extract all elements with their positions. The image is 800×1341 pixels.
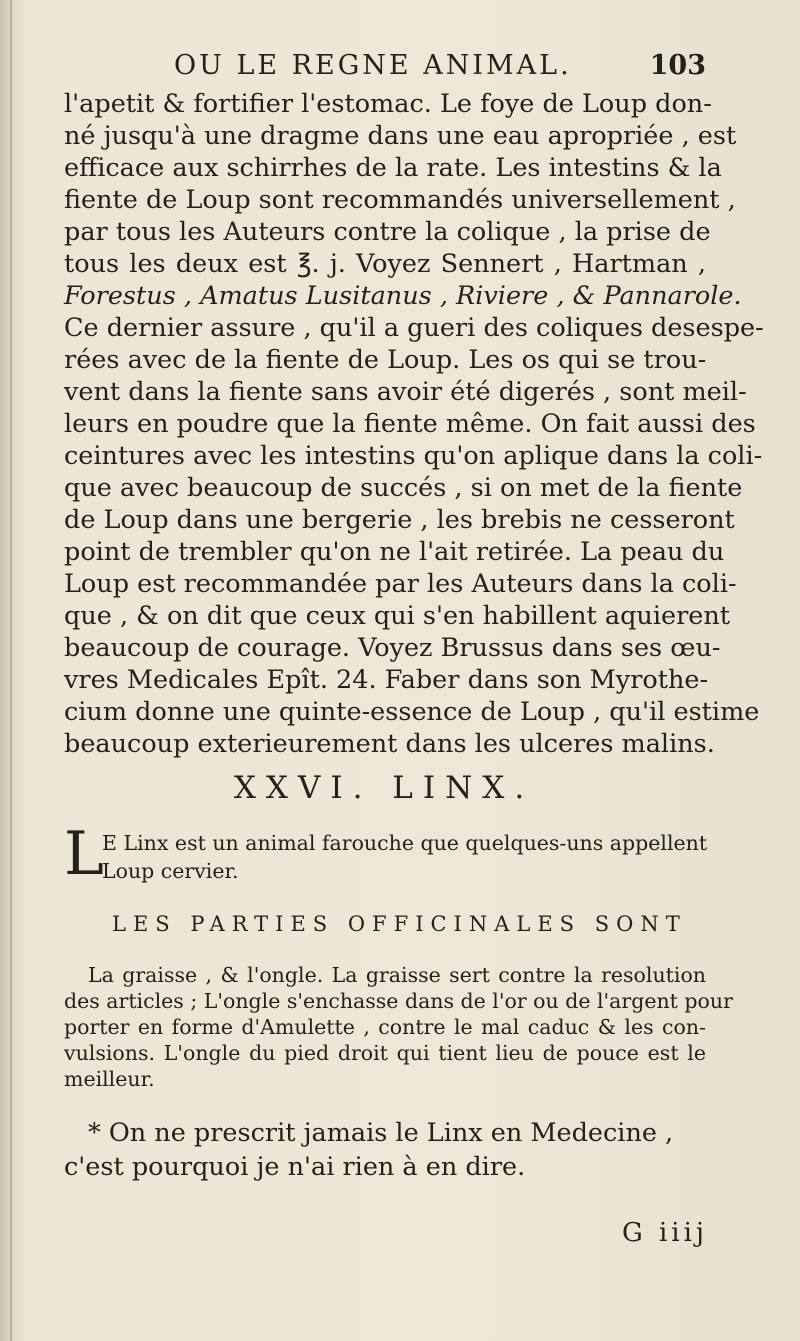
body-line: l'apetit & fortifier l'estomac. Le foye de Loup don- [64, 89, 712, 119]
body-line: fiente de Loup sont recommandés universellement , [64, 185, 736, 215]
body-line: Ce dernier assure , qu'il a gueri des coliques desespe- [64, 313, 764, 343]
drop-cap: L [64, 819, 104, 889]
body-line: Loup est recommandée par les Auteurs dans la coli- [64, 569, 737, 599]
body-line: efficace aux schirrhes de la rate. Les intestins & la [64, 153, 722, 183]
parts-line: La graisse , & l'ongle. La graisse sert contre la resolution [88, 963, 706, 987]
page-number: 103 [649, 50, 706, 81]
section-subheading: LES PARTIES OFFICINALES SONT [112, 912, 687, 936]
body-line: que avec beaucoup de succés , si on met de la fiente [64, 473, 743, 503]
signature-mark: G iiij [621, 1218, 708, 1248]
body-line: beaucoup exterieurement dans les ulceres malins. [64, 729, 715, 759]
page-gutter [10, 0, 12, 1341]
body-line: né jusqu'à une dragme dans une eau apropriée , est [64, 121, 737, 151]
body-line: vent dans la fiente sans avoir été digerés , sont meil- [64, 377, 747, 407]
parts-line: vulsions. L'ongle du pied droit qui tient lieu de pouce est le [64, 1041, 706, 1065]
body-line: Forestus , Amatus Lusitanus , Riviere , & Pannarole. [64, 281, 742, 311]
body-line: leurs en poudre que la fiente même. On fait aussi des [64, 409, 756, 439]
body-line: de Loup dans une bergerie , les brebis ne cesseront [64, 505, 735, 535]
section-title: XXVI. LINX. [233, 770, 535, 806]
body-line: point de trembler qu'on ne l'ait retirée. La peau du [64, 537, 725, 567]
note-line: * On ne prescrit jamais le Linx en Medecine , [88, 1118, 674, 1148]
body-line: que , & on dit que ceux qui s'en habillent aquierent [64, 601, 731, 631]
note-line: c'est pourquoi je n'ai rien à en dire. [64, 1152, 526, 1182]
intro-line: Loup cervier. [102, 859, 239, 883]
running-title: OU LE REGNE ANIMAL. [174, 50, 572, 81]
intro-line: E Linx est un animal farouche que quelques-uns appellent [102, 831, 708, 855]
body-line: tous les deux est ℥. j. Voyez Sennert , Hartman , [64, 249, 706, 279]
body-line: ceintures avec les intestins qu'on aplique dans la coli- [64, 441, 763, 471]
parts-line: porter en forme d'Amulette , contre le mal caduc & les con- [64, 1015, 706, 1039]
body-line: par tous les Auteurs contre la colique , la prise de [64, 217, 711, 247]
running-header [64, 48, 706, 92]
parts-line: des articles ; L'ongle s'enchasse dans de l'or ou de l'argent pour [64, 989, 733, 1013]
parts-line: meilleur. [64, 1067, 155, 1091]
body-line: vres Medicales Epît. 24. Faber dans son Myrothe- [64, 665, 709, 695]
body-line: beaucoup de courage. Voyez Brussus dans ses œu- [64, 633, 721, 663]
body-line: rées avec de la fiente de Loup. Les os qui se trou- [64, 345, 707, 375]
body-line: cium donne une quinte-essence de Loup , qu'il estime [64, 697, 760, 727]
